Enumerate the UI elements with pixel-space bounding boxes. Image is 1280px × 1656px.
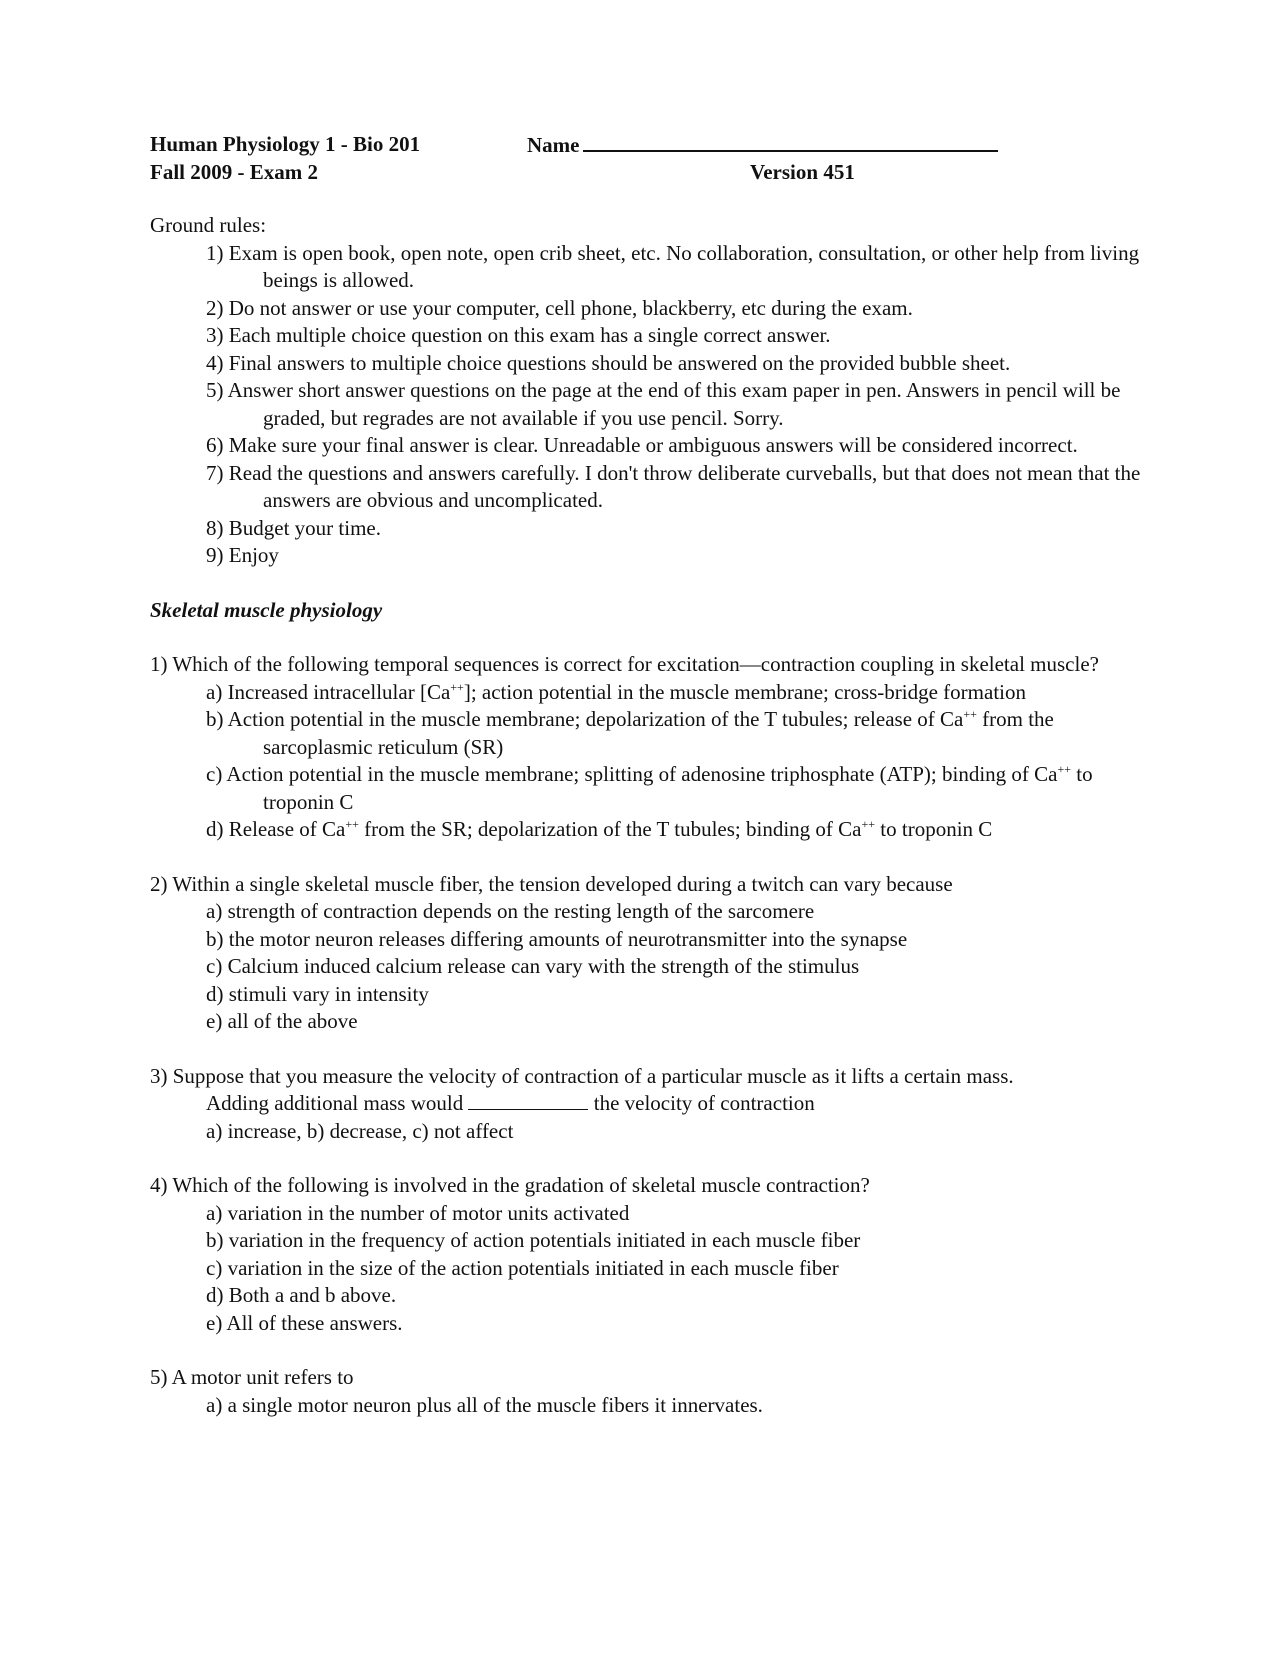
question-text: 5) A motor unit refers to: [150, 1365, 354, 1389]
answer-options: [150, 1392, 1150, 1420]
answer-option-c: [206, 761, 1150, 816]
name-field: [527, 130, 998, 159]
answer-option-e: e) all of the above: [206, 1009, 358, 1033]
answer-options-inline: a) increase, b) decrease, c) not affect: [206, 1118, 514, 1143]
rule-item: 9) Enjoy: [206, 543, 279, 567]
rule-item: 5) Answer short answer questions on the page at the end of this exam paper in pen. Answers in pencil will be graded, but regrades are not available if you use pencil. Sorry.: [206, 378, 1121, 430]
answer-option-e: e) All of these answers.: [206, 1310, 403, 1335]
calcium-charge: ++: [345, 817, 359, 831]
fill-in-blank: [468, 1091, 588, 1110]
rule-item: 2) Do not answer or use your computer, cell phone, blackberry, etc during the exam.: [206, 295, 913, 320]
answer-option-b: b) variation in the frequency of action potentials initiated in each muscle fiber: [206, 1228, 861, 1252]
rule-item: 4) Final answers to multiple choice questions should be answered on the provided bubble sheet.: [206, 350, 1011, 375]
exam-term: Fall 2009 - Exam 2: [150, 160, 318, 184]
calcium-symbol: Ca: [940, 707, 964, 731]
rule-item: 7) Read the questions and answers carefully. I don't throw deliberate curveballs, but that does not mean that the answers are obvious and uncomplicated.: [206, 460, 1141, 512]
option-text: c) Action potential in the muscle membrane; splitting of adenosine triphosphate (ATP); binding of: [206, 762, 1035, 786]
calcium-symbol: Ca: [838, 817, 862, 841]
answer-options: [150, 898, 1150, 1036]
answer-option-b: [206, 706, 1150, 761]
answer-option-a: a) a single motor neuron plus all of the muscle fibers it innervates.: [206, 1392, 763, 1417]
question-text-continued: [206, 1090, 1150, 1118]
option-text: to troponin C: [875, 817, 993, 841]
answer-option-a: a) variation in the number of motor units activated: [206, 1200, 630, 1225]
question-1: [150, 651, 1150, 844]
answer-option-a: a) strength of contraction depends on the resting length of the sarcomere: [206, 899, 815, 923]
question-3: [150, 1063, 1150, 1146]
option-text: from the sarcoplasmic reticulum (SR): [263, 707, 1054, 759]
question-4: [150, 1172, 1150, 1337]
option-text: to troponin C: [263, 762, 1093, 814]
ground-rules: [150, 212, 1150, 570]
option-text: a) Increased intracellular [: [206, 679, 427, 704]
section-title: Skeletal muscle physiology: [150, 597, 383, 622]
calcium-charge: ++: [450, 679, 464, 694]
name-label: Name: [527, 133, 580, 157]
answer-option-d: [206, 816, 1150, 844]
rule-item: 3) Each multiple choice question on this exam has a single correct answer.: [206, 323, 831, 347]
answer-option-d: d) Both a and b above.: [206, 1283, 397, 1307]
question-text-part: Adding additional mass would: [206, 1091, 469, 1115]
ground-rules-list: [150, 240, 1150, 570]
answer-option-c: c) Calcium induced calcium release can vary with the strength of the stimulus: [206, 954, 860, 978]
answer-options: [150, 1200, 1150, 1338]
question-text: 3) Suppose that you measure the velocity of contraction of a particular muscle as it lifts a certain mass.: [150, 1063, 1014, 1088]
calcium-symbol: Ca: [426, 679, 451, 704]
question-text-part: the velocity of contraction: [588, 1091, 815, 1115]
answer-option-c: c) variation in the size of the action potentials initiated in each muscle fiber: [206, 1255, 839, 1280]
name-blank-line: [583, 130, 998, 152]
ground-rules-title: Ground rules:: [150, 213, 267, 237]
question-5: [150, 1364, 1150, 1419]
calcium-symbol: Ca: [1034, 762, 1058, 786]
question-2: [150, 871, 1150, 1036]
course-title: Human Physiology 1 - Bio 201: [150, 132, 421, 156]
option-text: b) Action potential in the muscle membrane; depolarization of the T tubules; release of: [206, 707, 941, 731]
answer-options: [150, 679, 1150, 844]
question-text: 2) Within a single skeletal muscle fiber, the tension developed during a twitch can vary because: [150, 871, 953, 896]
calcium-charge: ++: [1057, 762, 1072, 776]
option-text: ]; action potential in the muscle membrane; cross-bridge formation: [463, 679, 1026, 704]
calcium-symbol: Ca: [322, 817, 346, 841]
rule-item: 8) Budget your time.: [206, 515, 381, 540]
exam-version: Version 451: [750, 160, 855, 184]
rule-item: 1) Exam is open book, open note, open crib sheet, etc. No collaboration, consultation, or other help from living beings is allowed.: [206, 240, 1140, 292]
question-text: 1) Which of the following temporal sequences is correct for excitation—contraction coupling in skeletal muscle?: [150, 652, 1099, 676]
exam-page: [150, 130, 1150, 1419]
calcium-charge: ++: [963, 707, 977, 721]
calcium-charge: ++: [861, 817, 876, 831]
option-text: from the SR; depolarization of the T tubules; binding of: [358, 817, 839, 841]
answer-option-a: [206, 679, 1150, 707]
answer-option-d: d) stimuli vary in intensity: [206, 981, 429, 1006]
option-text: d) Release of: [206, 817, 323, 841]
rule-item: 6) Make sure your final answer is clear. Unreadable or ambiguous answers will be considered incorrect.: [206, 433, 1078, 457]
question-text: 4) Which of the following is involved in the gradation of skeletal muscle contraction?: [150, 1173, 870, 1197]
answer-option-b: b) the motor neuron releases differing amounts of neurotransmitter into the synapse: [206, 926, 908, 951]
exam-header: [150, 130, 1150, 188]
